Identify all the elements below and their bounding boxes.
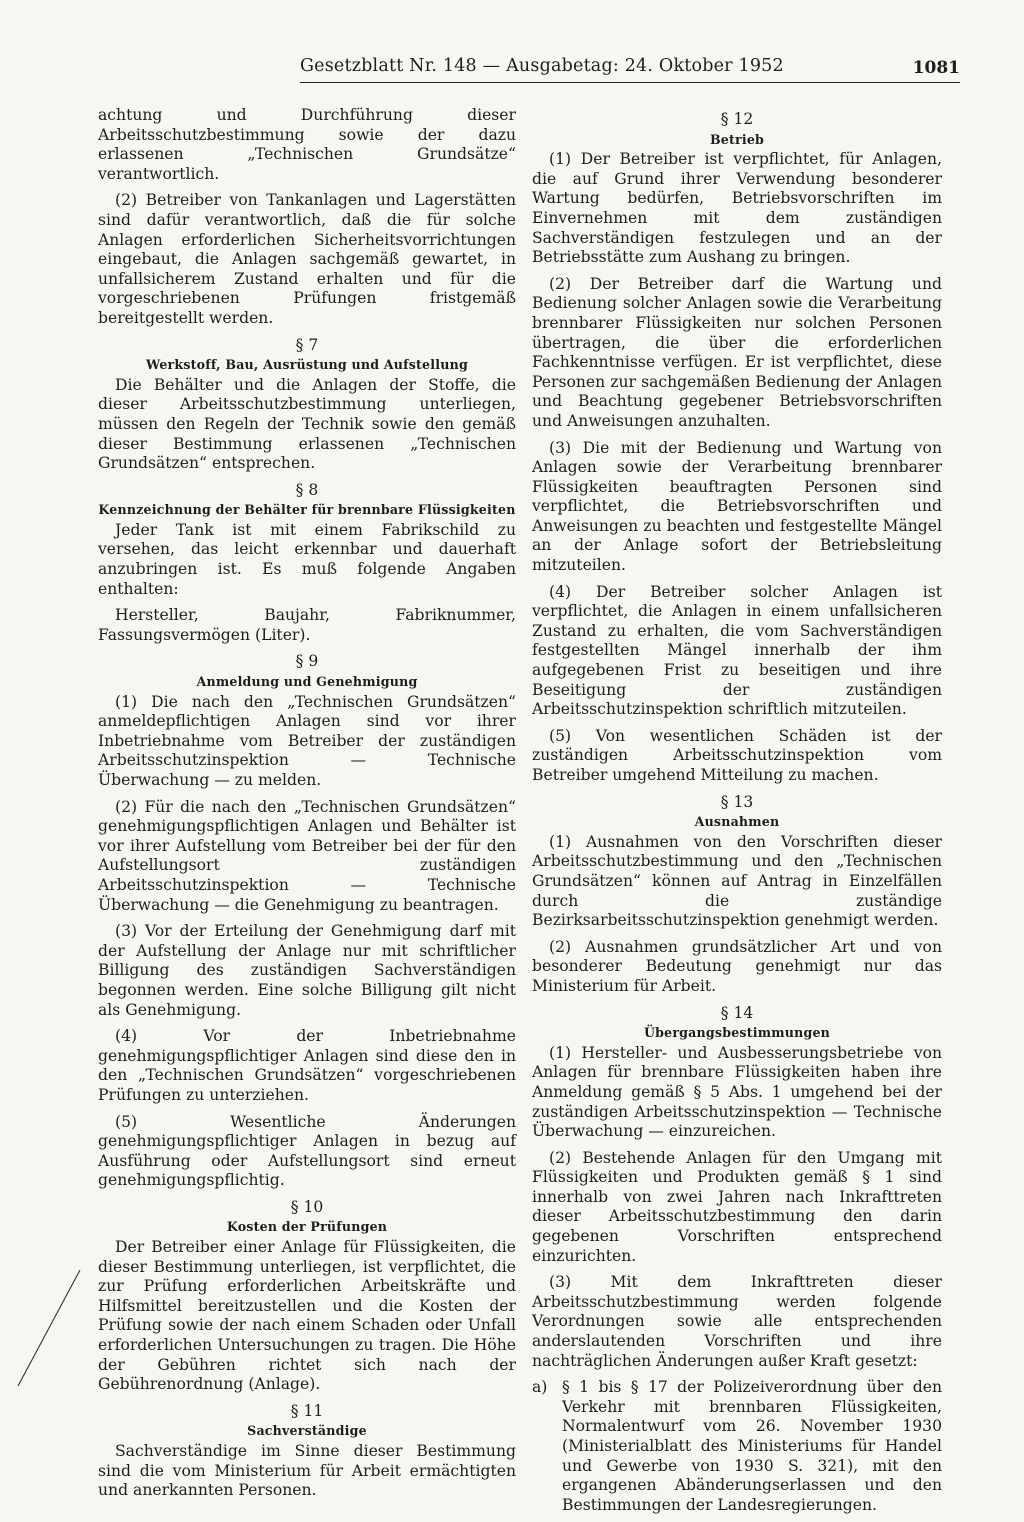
paragraph: (4) Vor der Inbetriebnahme genehmigungspflichtiger Anlagen sind diese den in den „Technischen Grundsätzen“ vorgeschriebenen Prüfungen zu unterziehen. <box>98 1027 516 1104</box>
right-column <box>532 106 942 1522</box>
list-item <box>532 1378 942 1515</box>
section-number: § 13 <box>720 792 754 811</box>
section-title: Betrieb <box>709 131 765 147</box>
pencil-stroke <box>18 1270 80 1386</box>
page-header <box>300 56 960 84</box>
paragraph: Die Behälter und die Anlagen der Stoffe, die dieser Arbeitsschutzbestimmung unterliegen, müssen den Regeln der Technik sowie den gemäß dieser Bestimmung erlassenen „Technischen Grundsätzen“ entsprechen. <box>98 375 516 473</box>
paragraph: (5) Von wesentlichen Schäden ist der zuständigen Arbeitsschutzinspektion vom Betreiber umgehend Mitteilung zu machen. <box>532 726 942 784</box>
paragraph: Hersteller, Baujahr, Fabriknummer, Fassungsvermögen (Liter). <box>98 606 516 644</box>
paragraph: (1) Der Betreiber ist verpflichtet, für Anlagen, die auf Grund ihrer Verwendung besonderer Wartung bedürfen, Betriebsvorschriften im Einvernehmen mit dem zuständigen Sachverständigen festzulegen und an der Betriebsstätte zum Aushang zu bringen. <box>532 150 942 267</box>
section-number: § 14 <box>720 1003 754 1022</box>
paragraph: (2) Ausnahmen grundsätzlicher Art und von besonderer Bedeutung genehmigt nur das Ministerium für Arbeit. <box>532 937 942 995</box>
paragraph: (4) Der Betreiber solcher Anlagen ist verpflichtet, die Anlagen in einem unfallsicheren Zustand zu erhalten, die vom Sachverständigen festgestellten Mängel innerhalb der ihm aufgegebenen Frist zu beseitigen und ihre Beseitigung der zuständigen Arbeitsschutzinspektion schriftlich mitzuteilen. <box>532 582 942 719</box>
page-number: 1081 <box>912 58 960 78</box>
section-title: Kennzeichnung der Behälter für brennbare Flüssigkeiten <box>98 502 516 518</box>
header-rule <box>300 82 960 83</box>
pencil-mark <box>10 1270 90 1390</box>
section-title: Sachverständige <box>247 1423 367 1439</box>
paragraph: (1) Hersteller- und Ausbesserungsbetriebe von Anlagen für brennbare Flüssigkeiten haben ihre Anmeldung gemäß § 5 Abs. 1 umgehend bei der zuständigen Arbeitsschutzinspektion — Technische Überwachung — einzureichen. <box>532 1043 942 1141</box>
section-number: § 12 <box>720 110 754 128</box>
paragraph: Jeder Tank ist mit einem Fabrikschild zu versehen, das leicht erkennbar und dauerhaft anzubringen ist. Es muß folgende Angaben enthalten: <box>98 520 516 598</box>
section-title: Ausnahmen <box>694 814 780 830</box>
section-number: § 8 <box>295 480 319 499</box>
list-item-label: a) <box>532 1378 548 1397</box>
left-column <box>98 106 516 1508</box>
section-title: Kosten der Prüfungen <box>226 1219 388 1235</box>
paragraph: (2) Betreiber von Tankanlagen und Lagerstätten sind dafür verantwortlich, daß die für solche Anlagen erforderlichen Sicherheitsvorrichtungen eingebaut, die Anlagen sachgemäß gewartet, in unfallsicherem Zustand erhalten und für die vorgeschriebenen Prüfungen fristgemäß bereitgestellt werden. <box>98 191 516 327</box>
section-number: § 9 <box>295 652 319 671</box>
paragraph: (2) Für die nach den „Technischen Grundsätzen“ genehmigungspflichtigen Anlagen und Behälter ist vor ihrer Aufstellung vom Betreiber bei der für den Aufstellungsort zuständigen Arbeitsschutzinspektion — Technische Überwachung — die Genehmigung zu beantragen. <box>98 797 516 914</box>
paragraph: (2) Der Betreiber darf die Wartung und Bedienung solcher Anlagen sowie die Verarbeitung brennbarer Flüssigkeiten nur solchen Personen übertragen, die über die erforderlichen Fachkenntnisse verfügen. Er ist verpflichtet, diese Personen zur sachgemäßen Bedienung der Anlagen und Beachtung gegebener Betriebsvorschriften und Anweisungen anzuhalten. <box>532 274 942 430</box>
paragraph: (3) Die mit der Bedienung und Wartung von Anlagen sowie der Verarbeitung brennbarer Flüssigkeiten beauftragten Personen sind verpflichtet, die Betriebsvorschriften und Anweisungen zu beachten und festgestellte Mängel an der Anlage sofort der Betriebsleitung mitzuteilen. <box>532 438 942 575</box>
section-title: Werkstoff, Bau, Ausrüstung und Aufstellung <box>146 357 468 373</box>
paragraph: (2) Bestehende Anlagen für den Umgang mit Flüssigkeiten und Produkten gemäß § 1 sind innerhalb von zwei Jahren nach Inkrafttreten dieser Arbeitsschutzbestimmung den darin gegebenen Vorschriften entsprechend einzurichten. <box>532 1148 942 1265</box>
section-number: § 7 <box>295 335 319 354</box>
list-item-text: § 1 bis § 17 der Polizeiverordnung über den Verkehr mit brennbaren Flüssigkeiten, Normalentwurf vom 26. November 1930 (Ministerialblatt des Ministeriums für Handel und Gewerbe von 1930 S. 321), mit den ergangenen Abänderungserlassen und den Bestimmungen der Landesregierungen. <box>562 1378 942 1514</box>
section-number: § 11 <box>290 1401 324 1420</box>
paragraph: (3) Mit dem Inkrafttreten dieser Arbeitsschutzbestimmung werden folgende Verordnungen sowie alle entsprechenden anderslautenden Vorschriften und ihre nachträglichen Änderungen außer Kraft gesetzt: <box>532 1273 942 1370</box>
section-title: Anmeldung und Genehmigung <box>196 674 418 690</box>
section-number: § 10 <box>290 1197 324 1216</box>
section-title: Übergangsbestimmungen <box>643 1025 831 1041</box>
gazette-title: Gesetzblatt Nr. 148 — Ausgabetag: 24. Oktober 1952 <box>300 56 784 76</box>
paragraph: achtung und Durchführung dieser Arbeitsschutzbestimmung sowie der dazu erlassenen „Technischen Grundsätze“ verantwortlich. <box>98 106 516 183</box>
paragraph: Der Betreiber einer Anlage für Flüssigkeiten, die dieser Bestimmung unterliegen, ist verpflichtet, die zur Prüfung erforderlichen Arbeitskräfte und Hilfsmittel bereitzustellen und die Kosten der Prüfung sowie der nach einem Schaden oder Unfall erforderlichen Untersuchungen zu tragen. Die Höhe der Gebühren richtet sich nach der Gebührenordnung (Anlage). <box>98 1238 516 1394</box>
paragraph: (3) Vor der Erteilung der Genehmigung darf mit der Aufstellung der Anlage nur mit schriftlicher Billigung des zuständigen Sachverständigen begonnen werden. Eine solche Billigung gilt nicht als Genehmigung. <box>98 922 516 1019</box>
paragraph: (5) Wesentliche Änderungen genehmigungspflichtiger Anlagen in bezug auf Ausführung oder Aufstellungsort sind erneut genehmigungspflichtig. <box>98 1112 516 1190</box>
paragraph: (1) Ausnahmen von den Vorschriften dieser Arbeitsschutzbestimmung und den „Technischen Grundsätzen“ können auf Antrag in Einzelfällen durch die zuständige Bezirksarbeitsschutzinspektion genehmigt werden. <box>532 832 942 930</box>
paragraph: (1) Die nach den „Technischen Grundsätzen“ anmeldepflichtigen Anlagen sind vor ihrer Inbetriebnahme vom Betreiber der zuständigen Arbeitsschutzinspektion — Technische Überwachung — zu melden. <box>98 692 516 789</box>
paragraph: Sachverständige im Sinne dieser Bestimmung sind die vom Ministerium für Arbeit ermächtigten und anerkannten Personen. <box>98 1442 516 1500</box>
